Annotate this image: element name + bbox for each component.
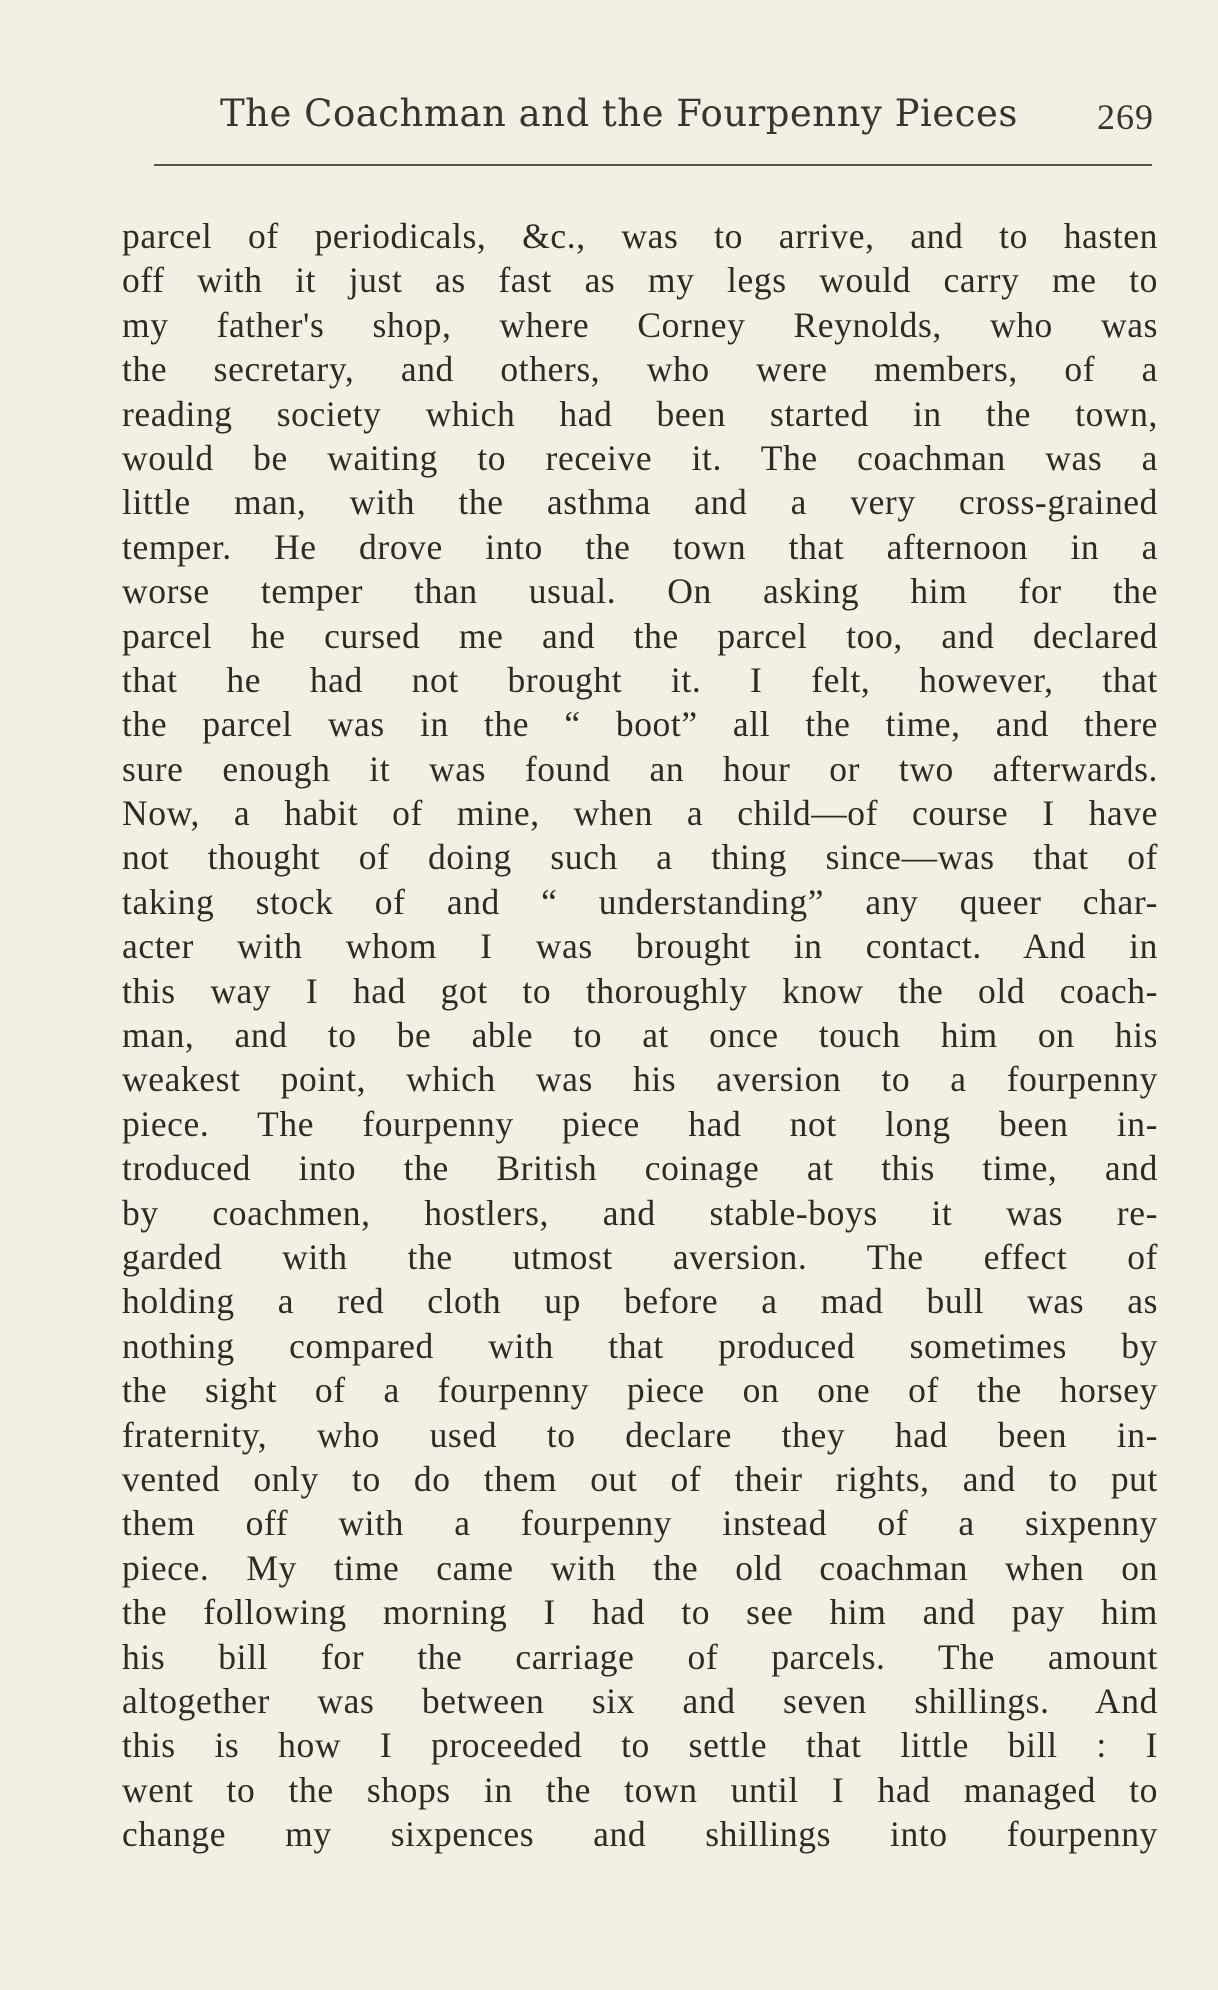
text-line: that he had not brought it. I felt, however, that: [122, 659, 1158, 700]
text-line: the sight of a fourpenny piece on one of the horsey: [122, 1370, 1158, 1411]
text-line: not thought of doing such a thing since—was that of: [122, 837, 1158, 878]
text-line: troduced into the British coinage at this time, and: [122, 1148, 1158, 1189]
running-title: The Coachman and the Fourpenny Pieces: [220, 92, 1018, 135]
text-line: weakest point, which was his aversion to a fourpenny: [122, 1059, 1158, 1100]
text-line: garded with the utmost aversion. The effect of: [122, 1236, 1158, 1277]
text-line: taking stock of and “ understanding” any queer char-: [122, 881, 1158, 922]
text-line: change my sixpences and shillings into fourpenny: [122, 1814, 1158, 1855]
text-line: parcel he cursed me and the parcel too, and declared: [122, 615, 1158, 656]
text-line: fraternity, who used to declare they had been in-: [122, 1414, 1158, 1455]
text-line: acter with whom I was brought in contact. And in: [122, 926, 1158, 967]
text-line: vented only to do them out of their rights, and to put: [122, 1458, 1158, 1499]
text-line: off with it just as fast as my legs would carry me to: [122, 260, 1158, 301]
header-rule: [154, 164, 1152, 166]
text-line: piece. My time came with the old coachman when on: [122, 1547, 1158, 1588]
text-line: the following morning I had to see him and pay him: [122, 1592, 1158, 1633]
text-line: the secretary, and others, who were members, of a: [122, 349, 1158, 390]
text-line: holding a red cloth up before a mad bull was as: [122, 1281, 1158, 1322]
text-line: sure enough it was found an hour or two afterwards.: [122, 748, 1158, 789]
body-text: [122, 214, 1158, 1864]
text-line: little man, with the asthma and a very cross-grained: [122, 482, 1158, 523]
text-line: my father's shop, where Corney Reynolds, who was: [122, 304, 1158, 345]
running-head: [154, 92, 1154, 152]
text-line: his bill for the carriage of parcels. The amount: [122, 1636, 1158, 1677]
text-line: reading society which had been started in the town,: [122, 393, 1158, 434]
text-line: parcel of periodicals, &c., was to arrive, and to hasten: [122, 216, 1158, 256]
page-number: 269: [1097, 97, 1154, 137]
text-line: this is how I proceeded to settle that little bill : I: [122, 1725, 1158, 1766]
text-line: worse temper than usual. On asking him for the: [122, 571, 1158, 612]
text-line: Now, a habit of mine, when a child—of course I have: [122, 793, 1158, 834]
text-line: went to the shops in the town until I had managed to: [122, 1769, 1158, 1810]
text-line: man, and to be able to at once touch him on his: [122, 1015, 1158, 1056]
text-line: nothing compared with that produced sometimes by: [122, 1325, 1158, 1366]
text-line: them off with a fourpenny instead of a sixpenny: [122, 1503, 1158, 1544]
text-line: this way I had got to thoroughly know the old coach-: [122, 970, 1158, 1011]
text-line: temper. He drove into the town that afternoon in a: [122, 526, 1158, 567]
text-line: by coachmen, hostlers, and stable-boys it was re-: [122, 1192, 1158, 1233]
text-line: the parcel was in the “ boot” all the time, and there: [122, 704, 1158, 745]
text-line: would be waiting to receive it. The coachman was a: [122, 437, 1158, 478]
text-line: altogether was between six and seven shillings. And: [122, 1680, 1158, 1721]
text-line: piece. The fourpenny piece had not long been in-: [122, 1103, 1158, 1144]
